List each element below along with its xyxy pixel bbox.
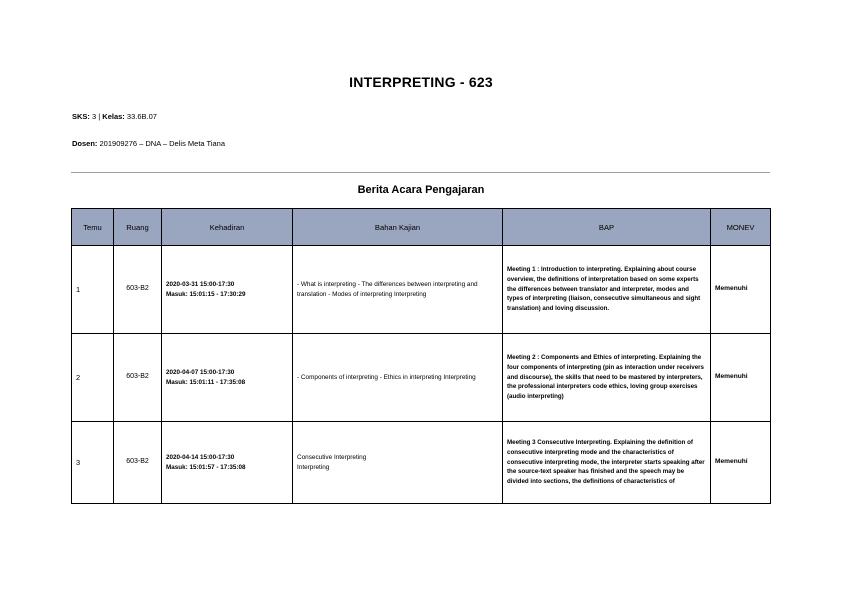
cell-bap bbox=[503, 334, 711, 422]
table-row bbox=[72, 334, 771, 422]
cell-kehadiran bbox=[162, 246, 293, 334]
bahan-kajian-course: Interpreting bbox=[297, 463, 330, 471]
cell-monev: Memenuhi bbox=[711, 422, 771, 504]
cell-kehadiran bbox=[162, 422, 293, 504]
cell-ruang: 603-B2 bbox=[114, 246, 162, 334]
cell-monev: Memenuhi bbox=[711, 246, 771, 334]
cell-ruang: 603-B2 bbox=[114, 422, 162, 504]
cell-ruang: 603-B2 bbox=[114, 334, 162, 422]
header-ruang: Ruang bbox=[114, 209, 162, 246]
cell-temu: 3 bbox=[72, 422, 114, 504]
course-title: INTERPRETING - 623 bbox=[349, 74, 493, 90]
cell-bap bbox=[503, 422, 711, 504]
header-bap: BAP bbox=[503, 209, 711, 246]
header-kehadiran: Kehadiran bbox=[162, 209, 293, 246]
sks-label: SKS: bbox=[72, 112, 90, 121]
table-row bbox=[72, 246, 771, 334]
section-title: Berita Acara Pengajaran bbox=[357, 184, 485, 196]
masuk-text: Masuk: 15:01:11 - 17:35:08 bbox=[166, 378, 246, 386]
cell-temu: 2 bbox=[72, 334, 114, 422]
table-header-row bbox=[72, 209, 771, 246]
dosen-label: Dosen: bbox=[72, 139, 98, 148]
bap-text: Meeting 1 : Introduction to interpreting. Explaining about course overview, the definitions of interpretation based on some experts the differences between translator and interpreter, modes and types of interpreting (liaison, consecutive simultaneous and sight translation) and loving discussion. bbox=[507, 265, 701, 313]
kelas-label: Kelas: bbox=[102, 112, 125, 121]
masuk-text: Masuk: 15:01:57 - 17:35:08 bbox=[166, 463, 246, 471]
jadwal-text: 2020-04-14 15:00-17:30 bbox=[166, 453, 235, 461]
cell-monev: Memenuhi bbox=[711, 334, 771, 422]
header-monev: MONEV bbox=[711, 209, 771, 246]
teaching-record-table bbox=[71, 208, 771, 504]
bahan-kajian-topic: Consecutive Interpreting bbox=[297, 453, 367, 461]
dosen-value: 201909276 – DNA – Delis Meta Tiana bbox=[97, 139, 226, 148]
header-temu: Temu bbox=[72, 209, 114, 246]
cell-kehadiran bbox=[162, 334, 293, 422]
jadwal-text: 2020-03-31 15:00-17:30 bbox=[166, 280, 235, 288]
course-meta bbox=[72, 112, 157, 121]
header-bahan-kajian: Bahan Kajian bbox=[293, 209, 503, 246]
cell-bahan-kajian bbox=[293, 422, 503, 504]
table-row bbox=[72, 422, 771, 504]
masuk-text: Masuk: 15:01:15 - 17:30:29 bbox=[166, 290, 246, 298]
jadwal-text: 2020-04-07 15:00-17:30 bbox=[166, 368, 235, 376]
lecturer-meta bbox=[72, 139, 225, 148]
cell-bahan-kajian: - What is interpreting - The differences between interpreting and translation - Modes of interpreting Interpreting bbox=[293, 246, 503, 334]
cell-temu: 1 bbox=[72, 246, 114, 334]
kelas-value: 33.6B.07 bbox=[124, 112, 157, 121]
divider bbox=[71, 172, 770, 173]
cell-bap bbox=[503, 246, 711, 334]
cell-bahan-kajian: - Components of interpreting - Ethics in interpreting Interpreting bbox=[293, 334, 503, 422]
bap-text: Meeting 3 Consecutive Interpreting. Explaining the definition of consecutive interpreting mode and the characteristics of consecutive interpreting mode, the interpreter starts speaking after the source-text speaker has finished and the speech may be divided into sections, the definitions of characteristics of bbox=[507, 438, 705, 486]
sks-value: 3 | bbox=[89, 112, 103, 121]
bap-text: Meeting 2 : Components and Ethics of interpreting. Explaining the four components of interpreting (pin as interaction under receivers and discourse), the skills that need to be mastered by interpreters, the professional interpreters code ethics, loving group exercises (audio interpreting) bbox=[507, 353, 704, 401]
